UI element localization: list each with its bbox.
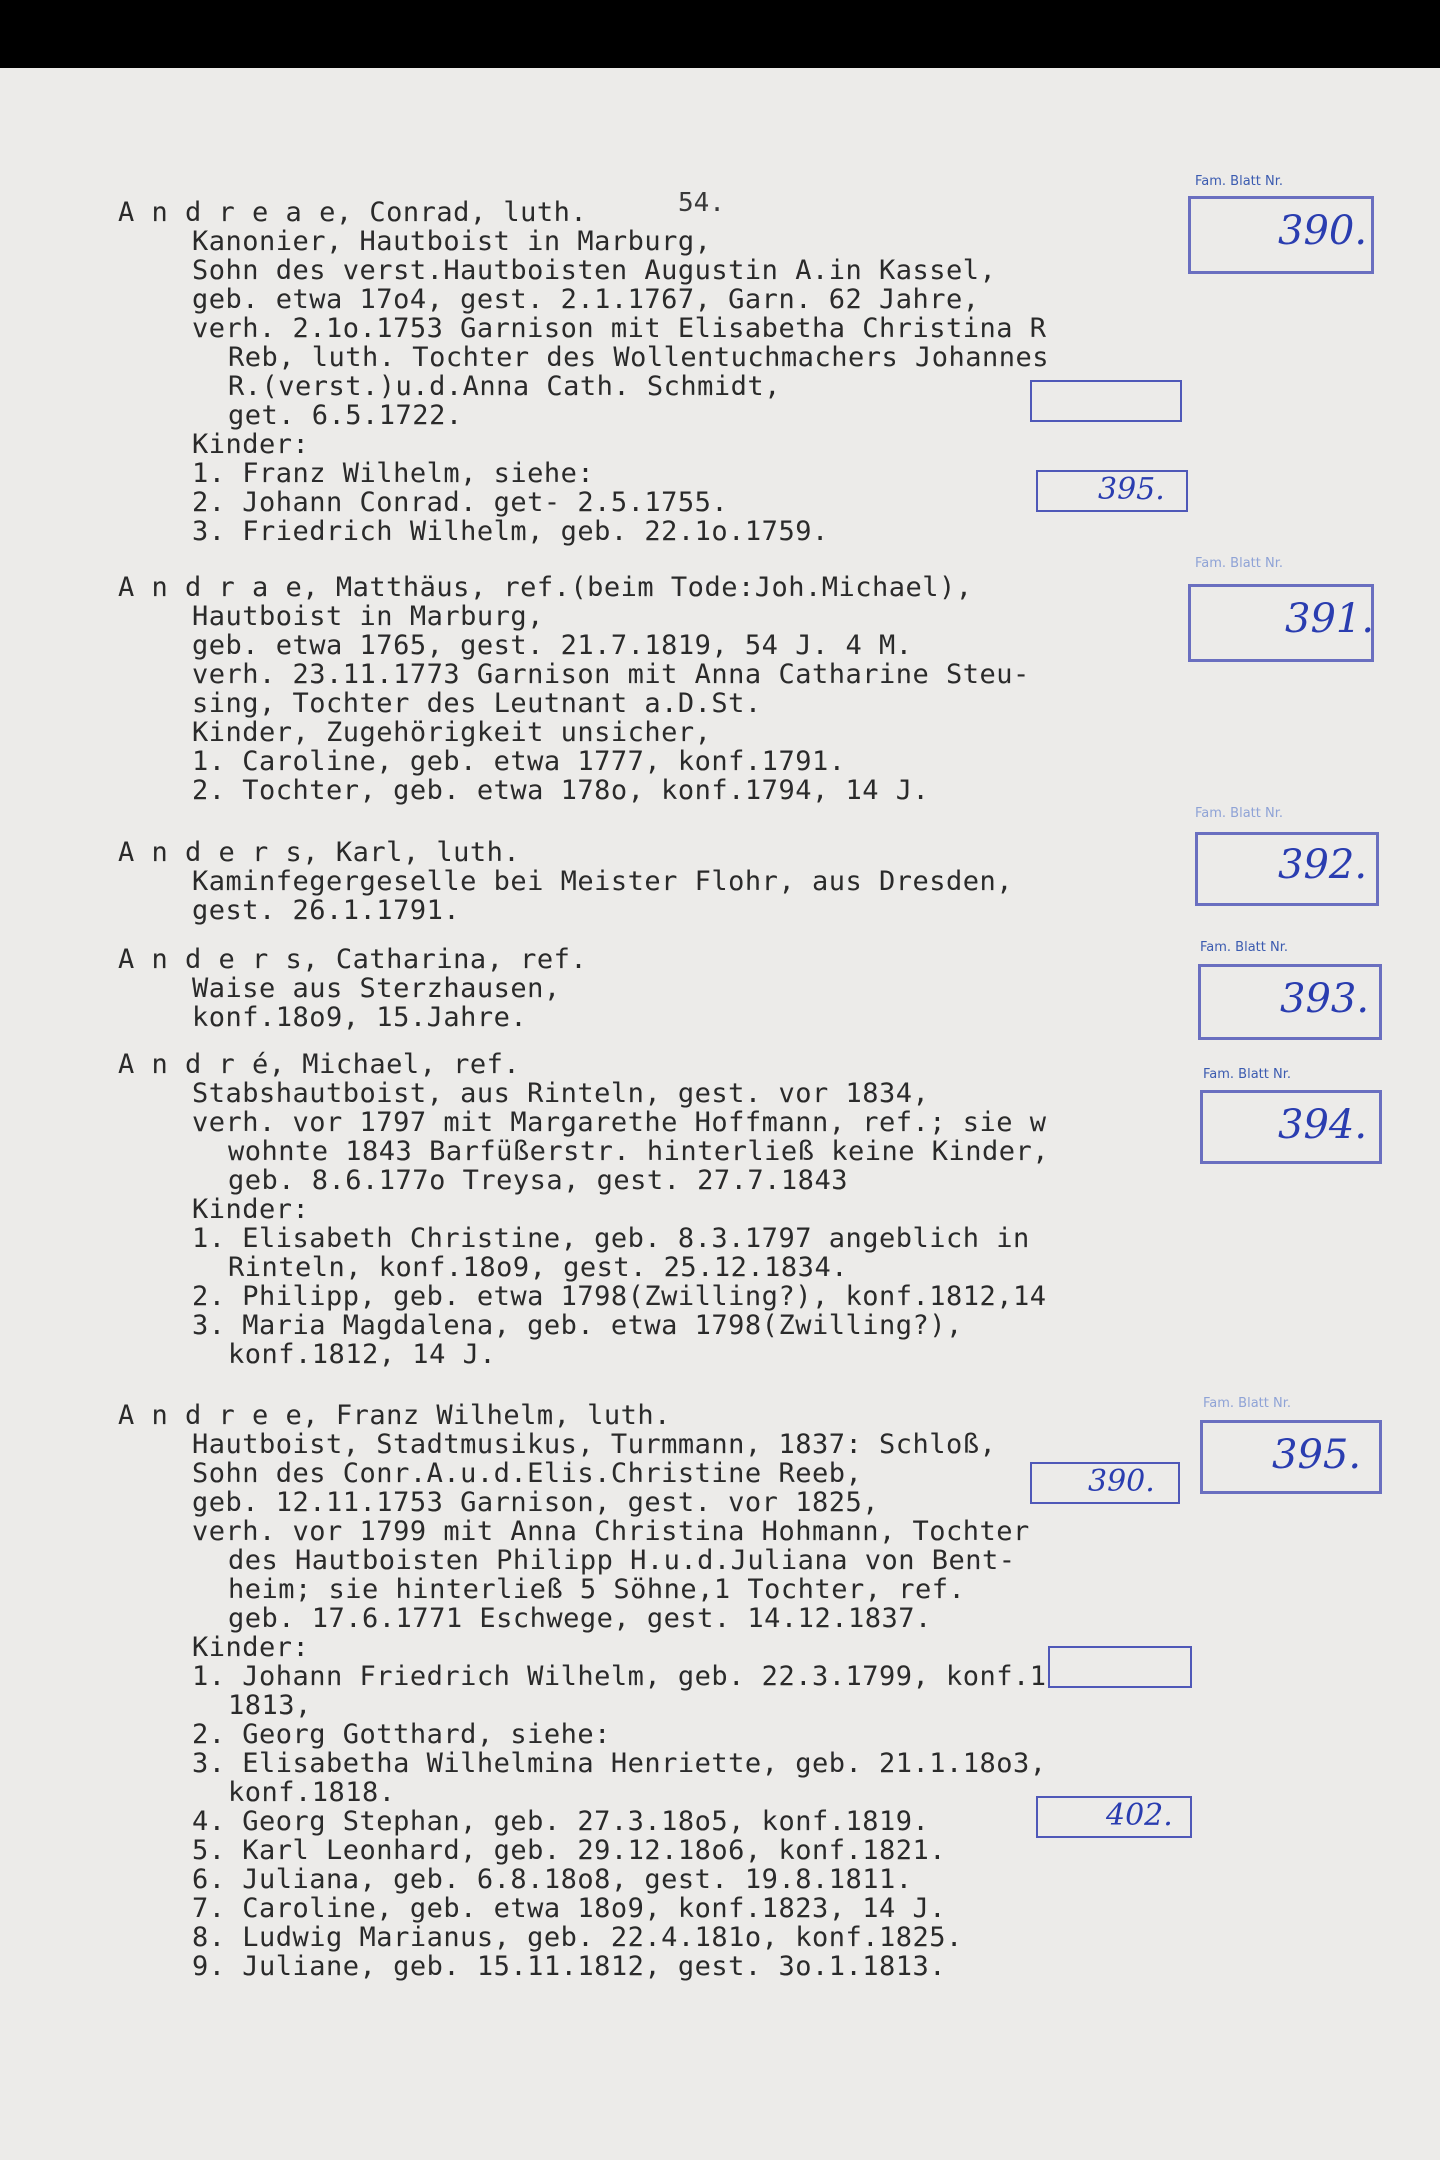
entry-line: 3. Friedrich Wilhelm, geb. 22.1o.1759.	[192, 516, 829, 547]
entry-line: 1. Caroline, geb. etwa 1777, konf.1791.	[192, 746, 846, 777]
entry-line: 2. Johann Conrad. get- 2.5.1755.	[192, 487, 729, 518]
fam-blatt-number: 390.	[1278, 208, 1368, 254]
reference-number: 402.	[1106, 1798, 1173, 1833]
entry-line: Stabshautboist, aus Rinteln, gest. vor 1834,	[192, 1078, 930, 1109]
entry-heading: A n d r é, Michael, ref.	[118, 1049, 521, 1080]
entry-line: 4. Georg Stephan, geb. 27.3.18o5, konf.1819.	[192, 1806, 930, 1837]
entry-line: verh. 23.11.1773 Garnison mit Anna Catharine Steu-	[192, 659, 1030, 690]
entry-line: Kinder, Zugehörigkeit unsicher,	[192, 717, 712, 748]
entry-line: verh. vor 1797 mit Margarethe Hoffmann, ref.; sie w	[192, 1107, 1047, 1138]
entry-line: Sohn des Conr.A.u.d.Elis.Christine Reeb,	[192, 1458, 863, 1489]
fam-blatt-label: Fam. Blatt Nr.	[1195, 556, 1284, 571]
fam-blatt-label: Fam. Blatt Nr.	[1195, 806, 1284, 821]
entry-anders-catharina	[118, 945, 587, 1032]
entry-andrae-matthaeus	[118, 573, 1030, 805]
entry-andree-franz-wilhelm	[118, 1401, 1047, 1981]
entry-line: geb. 12.11.1753 Garnison, gest. vor 1825,	[192, 1487, 879, 1518]
reference-number: 390.	[1088, 1464, 1155, 1499]
entry-line: konf.1812, 14 J.	[228, 1339, 497, 1370]
entry-line: 3. Maria Magdalena, geb. etwa 1798(Zwilling?),	[192, 1310, 963, 1341]
entry-line: sing, Tochter des Leutnant a.D.St.	[192, 688, 762, 719]
entry-line: R.(verst.)u.d.Anna Cath. Schmidt,	[228, 371, 781, 402]
entry-line: wohnte 1843 Barfüßerstr. hinterließ keine Kinder,	[228, 1136, 1050, 1167]
entry-line: gest. 26.1.1791.	[192, 895, 461, 926]
scanned-page	[0, 68, 1440, 2160]
entry-line: geb. etwa 1765, gest. 21.7.1819, 54 J. 4 M.	[192, 630, 913, 661]
entry-line: 1. Franz Wilhelm, siehe:	[192, 458, 595, 489]
fam-blatt-label: Fam. Blatt Nr.	[1203, 1396, 1292, 1411]
entry-line: get. 6.5.1722.	[228, 400, 463, 431]
entry-line: geb. 8.6.177o Treysa, gest. 27.7.1843	[228, 1165, 848, 1196]
entry-line: heim; sie hinterließ 5 Söhne,1 Tochter, ref.	[228, 1574, 966, 1605]
entry-line: 2. Georg Gotthard, siehe:	[192, 1719, 611, 1750]
entry-line: Kinder:	[192, 1194, 310, 1225]
reference-number: 395.	[1098, 472, 1165, 507]
entry-line: Reb, luth. Tochter des Wollentuchmachers Johannes	[228, 342, 1050, 373]
entry-line: verh. 2.1o.1753 Garnison mit Elisabetha Christina R	[192, 313, 1047, 344]
entry-line: 1. Elisabeth Christine, geb. 8.3.1797 angeblich in	[192, 1223, 1030, 1254]
entry-heading: A n d r a e, Matthäus, ref.(beim Tode:Joh.Michael),	[118, 572, 973, 603]
entry-line: 7. Caroline, geb. etwa 18o9, konf.1823, 14 J.	[192, 1893, 946, 1924]
entry-line: Kinder:	[192, 429, 310, 460]
entry-andre-michael	[118, 1050, 1049, 1369]
fam-blatt-number: 395.	[1272, 1432, 1362, 1478]
fam-blatt-number: 394.	[1278, 1102, 1368, 1148]
entry-line: Sohn des verst.Hautboisten Augustin A.in Kassel,	[192, 255, 997, 286]
entry-heading: A n d r e a e, Conrad, luth.	[118, 197, 588, 228]
entry-line: geb. etwa 17o4, gest. 2.1.1767, Garn. 62 Jahre,	[192, 284, 980, 315]
page-number: 54.	[678, 188, 725, 218]
entry-andreae-conrad	[118, 198, 1049, 546]
fam-blatt-number: 392.	[1278, 842, 1368, 888]
entry-line: 3. Elisabetha Wilhelmina Henriette, geb. 21.1.18o3,	[192, 1748, 1047, 1779]
entry-line: Waise aus Sterzhausen,	[192, 973, 561, 1004]
entry-line: 2. Tochter, geb. etwa 178o, konf.1794, 14 J.	[192, 775, 930, 806]
entry-line: 8. Ludwig Marianus, geb. 22.4.181o, konf.1825.	[192, 1922, 963, 1953]
entry-line: Kinder:	[192, 1632, 310, 1663]
entry-line: 6. Juliana, geb. 6.8.18o8, gest. 19.8.1811.	[192, 1864, 913, 1895]
fam-blatt-number: 393.	[1280, 976, 1370, 1022]
entry-line: Kaminfegergeselle bei Meister Flohr, aus Dresden,	[192, 866, 1014, 897]
entry-line: Hautboist in Marburg,	[192, 601, 544, 632]
fam-blatt-label: Fam. Blatt Nr.	[1195, 174, 1284, 189]
entry-line: geb. 17.6.1771 Eschwege, gest. 14.12.1837.	[228, 1603, 932, 1634]
entry-line: 9. Juliane, geb. 15.11.1812, gest. 3o.1.1813.	[192, 1951, 946, 1982]
entry-line: 1813,	[228, 1690, 312, 1721]
entry-heading: A n d e r s, Catharina, ref.	[118, 944, 588, 975]
entry-line: konf.1818.	[228, 1777, 396, 1808]
fam-blatt-number: 391.	[1285, 596, 1375, 642]
entry-line: Kanonier, Hautboist in Marburg,	[192, 226, 712, 257]
reference-box-empty	[1048, 1646, 1192, 1688]
entry-heading: A n d e r s, Karl, luth.	[118, 837, 521, 868]
entry-heading: A n d r e e, Franz Wilhelm, luth.	[118, 1400, 671, 1431]
entry-anders-karl	[118, 838, 1013, 925]
entry-line: des Hautboisten Philipp H.u.d.Juliana von Bent-	[228, 1545, 1016, 1576]
fam-blatt-label: Fam. Blatt Nr.	[1203, 1067, 1292, 1082]
entry-line: verh. vor 1799 mit Anna Christina Hohmann, Tochter	[192, 1516, 1030, 1547]
entry-line: Rinteln, konf.18o9, gest. 25.12.1834.	[228, 1252, 848, 1283]
entry-line: Hautboist, Stadtmusikus, Turmmann, 1837: Schloß,	[192, 1429, 997, 1460]
entry-line: 1. Johann Friedrich Wilhelm, geb. 22.3.1799, konf.1	[192, 1661, 1047, 1692]
entry-line: 5. Karl Leonhard, geb. 29.12.18o6, konf.1821.	[192, 1835, 946, 1866]
entry-line: konf.18o9, 15.Jahre.	[192, 1002, 528, 1033]
reference-box-empty	[1030, 380, 1182, 422]
entry-line: 2. Philipp, geb. etwa 1798(Zwilling?), konf.1812,14	[192, 1281, 1047, 1312]
fam-blatt-label: Fam. Blatt Nr.	[1200, 940, 1289, 955]
